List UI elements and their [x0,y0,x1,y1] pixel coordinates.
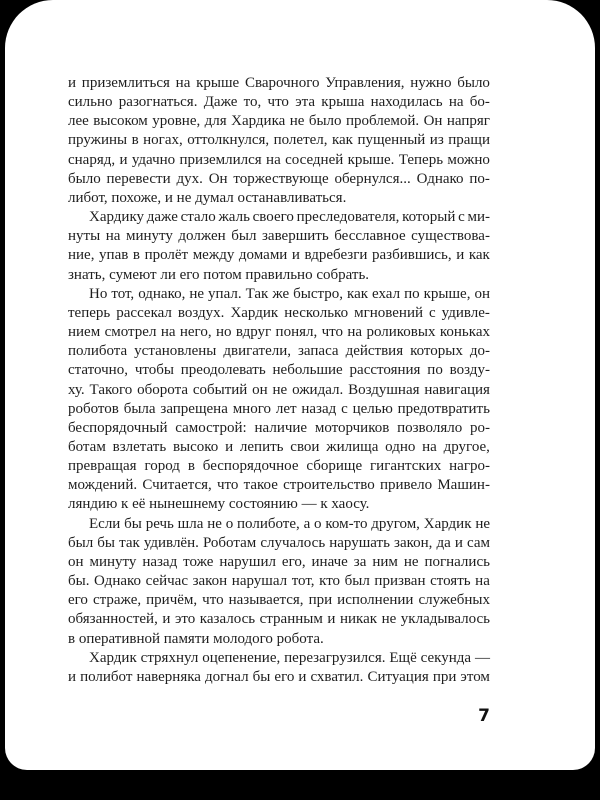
text-line: обязанностей, и это казалось странным и никак не укладывалось [68,611,490,628]
text-line: ху. Такого оборота событий он не ожидал. Воздушная навигация [68,381,490,398]
text-line: Но тот, однако, не упал. Так же быстро, как ехал по крыше, он [89,285,490,302]
text-line: беспорядочный самострой: наличие моторчиков позволяло ро- [68,419,490,436]
text-line: полибота установлены двигатели, запаса действия которых до- [68,343,490,360]
text-line: нием смотрел на него, но вдруг понял, что на роликовых коньках [68,324,490,341]
text-line: нуты на минуту должен был завершить бесславное существова- [68,228,490,245]
text-line: ляндию к её нынешнему состоянию — к хаосу. [68,496,370,513]
text-line: ботам взлетать высоко и лепить свои жилища одно на другое, [68,438,490,455]
text-line: в оперативной памяти молодого робота. [68,630,324,647]
text-line: лее высоком уровне, для Хардика не было проблемой. Он напряг [68,113,490,130]
text-line: был бы так удивлён. Роботам случалось нарушать закон, да и сам [68,534,490,551]
text-line: теперь рассекал воздух. Хардик несколько мгновений с удивле- [68,304,490,321]
text-line: и приземлиться на крыше Сварочного Управления, нужно было [68,75,490,91]
text-line: Хардику даже стало жаль своего преследователя, который с ми- [89,209,490,226]
text-line: превращая город в беспорядочное сборище гигантских нагро- [68,458,490,475]
text-line: он минуту назад тоже нарушил его, иначе за ним не погнались [68,553,490,570]
text-line: либот, похоже, и не думал останавливаться. [68,189,347,206]
text-line: бы. Однако сейчас закон нарушал тот, кто был призван стоять на [68,573,490,590]
text-line: и полибот наверняка догнал бы его и схватил. Ситуация при этом [68,668,490,685]
book-page[interactable] [5,0,595,770]
text-line: знать, сумеют ли его потом правильно собрать. [68,266,370,283]
page-number: 7 [478,706,490,726]
text-line: сильно разогнаться. Даже то, что эта крыша находилась на бо- [68,94,490,111]
text-line: снаряд, и удачно приземлился на соседней крыше. Теперь можно [68,151,490,168]
page-text [68,74,490,687]
text-line: пружины в ногах, оттолкнулся, полетел, как пущенный из пращи [68,132,490,149]
text-line: его страже, причём, что называется, при исполнении служебных [68,592,490,609]
text-line: Если бы речь шла не о полиботе, а о ком-то другом, Хардик не [89,515,490,532]
text-line: статочно, чтобы преодолевать небольшие расстояния по возду- [68,362,490,379]
text-line: роботов была запрещена много лет назад с целью предотвратить [68,400,490,417]
text-line: ние, упав в пролёт между домами и вдребезги разбившись, и как [68,247,490,264]
text-line: Хардик стряхнул оцепенение, перезагрузился. Ещё секунда — [89,649,490,666]
text-line: было перевести дух. Он торжествующе обернулся... Однако по- [68,170,490,187]
text-line: мождений. Считается, что такое строительство привело Машин- [68,477,490,494]
